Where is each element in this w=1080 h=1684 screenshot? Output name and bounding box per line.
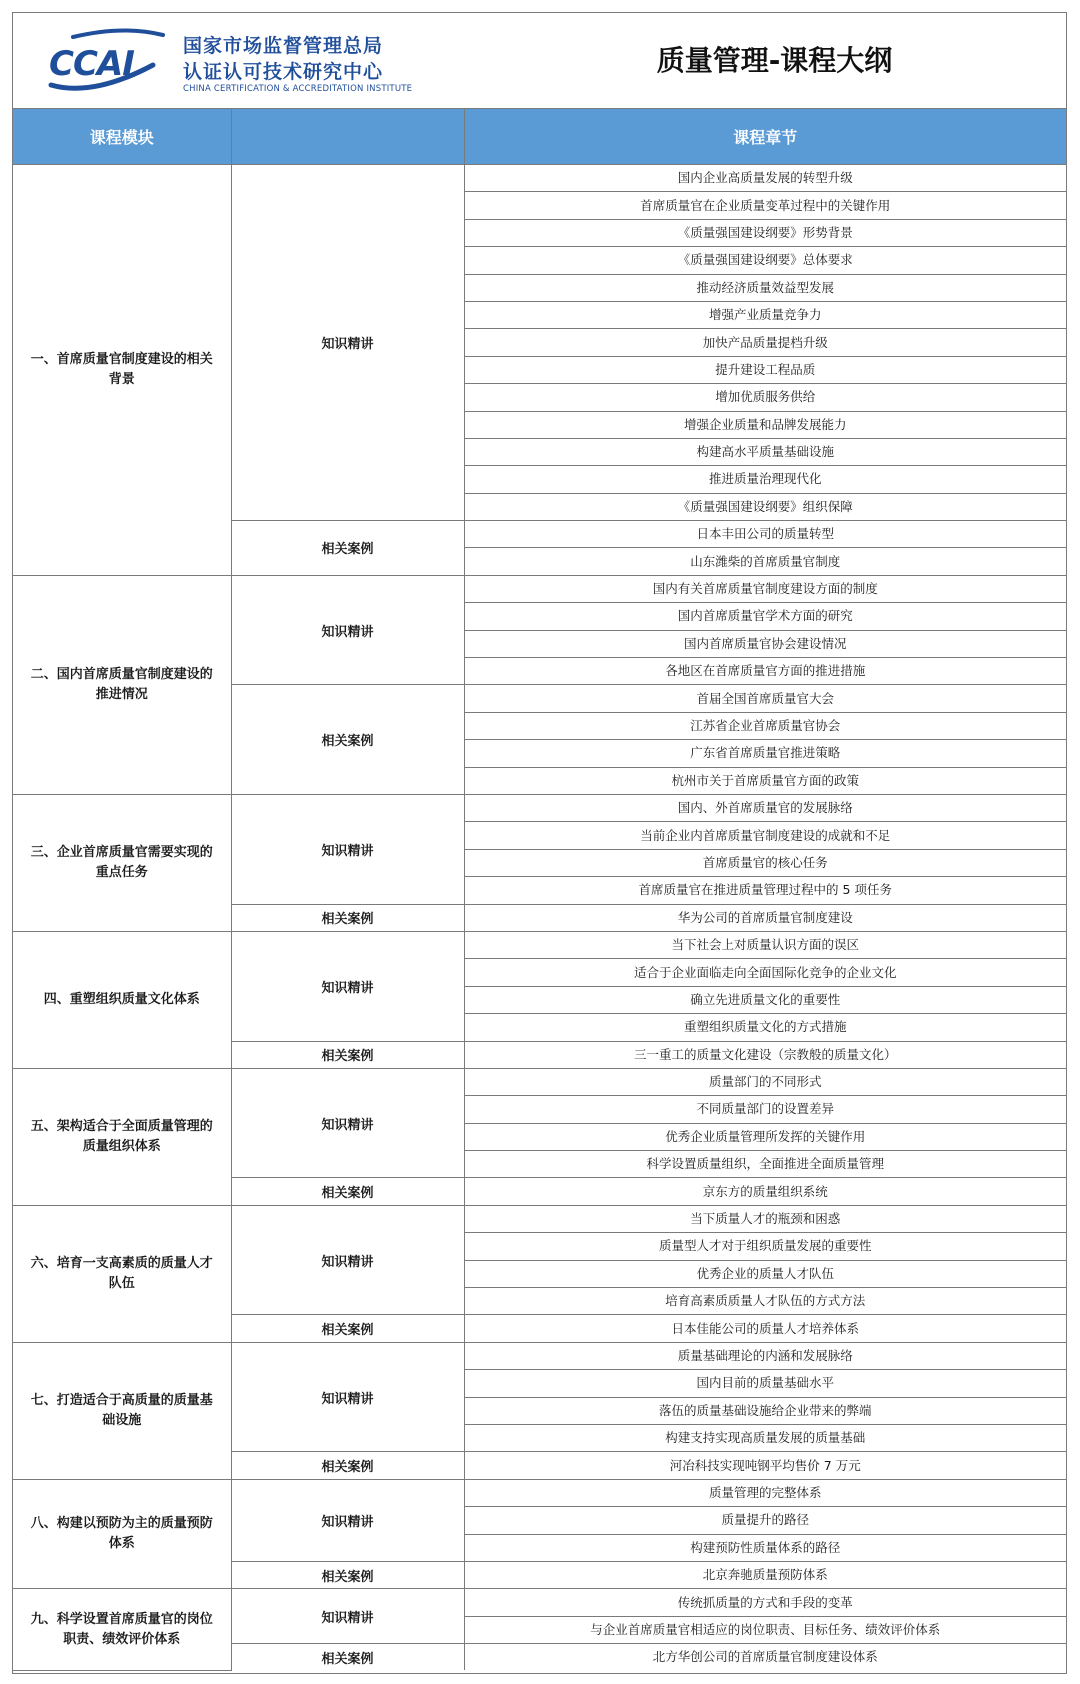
chapter-topic: 不同质量部门的设置差异 (464, 1096, 1066, 1123)
section-type-label: 知识精讲 (231, 794, 464, 904)
chapter-topic: 构建高水平质量基础设施 (464, 438, 1066, 465)
chapter-topic: 当下社会上对质量认识方面的误区 (464, 931, 1066, 958)
chapter-topic: 国内有关首席质量官制度建设方面的制度 (464, 575, 1066, 602)
chapter-topic: 当下质量人才的瓶颈和困惑 (464, 1205, 1066, 1232)
chapter-topic: 确立先进质量文化的重要性 (464, 986, 1066, 1013)
page-header (13, 13, 1066, 109)
section-type-label: 相关案例 (231, 685, 464, 795)
section-type-label: 相关案例 (231, 1452, 464, 1479)
section-type-label: 相关案例 (231, 1561, 464, 1588)
table-row (13, 1479, 1066, 1506)
chapter-topic: 与企业首席质量官相适应的岗位职责、目标任务、绩效评价体系 (464, 1616, 1066, 1643)
chapter-topic: 江苏省企业首席质量官协会 (464, 712, 1066, 739)
section-type-label: 相关案例 (231, 1315, 464, 1342)
chapter-topic: 优秀企业的质量人才队伍 (464, 1260, 1066, 1287)
chapter-topic: 日本丰田公司的质量转型 (464, 521, 1066, 548)
section-type-label: 相关案例 (231, 1178, 464, 1205)
section-type-label: 知识精讲 (231, 165, 464, 521)
chapter-topic: 推动经济质量效益型发展 (464, 274, 1066, 301)
document-title: 质量管理-课程大纲 (656, 44, 893, 77)
chapter-topic: 首席质量官在推进质量管理过程中的 5 项任务 (464, 877, 1066, 904)
column-header-chapter: 课程章节 (464, 109, 1066, 165)
syllabus-table (13, 109, 1066, 1671)
chapter-topic: 京东方的质量组织系统 (464, 1178, 1066, 1205)
module-title: 四、重塑组织质量文化体系 (13, 931, 231, 1068)
syllabus-page (12, 12, 1067, 1674)
table-row (13, 165, 1066, 192)
column-header-blank (231, 109, 464, 165)
chapter-topic: 适合于企业面临走向全面国际化竞争的企业文化 (464, 959, 1066, 986)
chapter-topic: 当前企业内首席质量官制度建设的成就和不足 (464, 822, 1066, 849)
chapter-topic: 国内、外首席质量官的发展脉络 (464, 794, 1066, 821)
chapter-topic: 山东潍柴的首席质量官制度 (464, 548, 1066, 575)
table-row (13, 931, 1066, 958)
chapter-topic: 北方华创公司的首席质量官制度建设体系 (464, 1644, 1066, 1671)
section-type-label: 相关案例 (231, 1644, 464, 1671)
chapter-topic: 质量提升的路径 (464, 1507, 1066, 1534)
section-type-label: 知识精讲 (231, 1068, 464, 1178)
table-header-row (13, 109, 1066, 165)
chapter-topic: 质量管理的完整体系 (464, 1479, 1066, 1506)
section-type-label: 相关案例 (231, 904, 464, 931)
chapter-topic: 首届全国首席质量官大会 (464, 685, 1066, 712)
chapter-topic: 质量部门的不同形式 (464, 1068, 1066, 1095)
module-title: 六、培育一支高素质的质量人才队伍 (13, 1205, 231, 1342)
section-type-label: 知识精讲 (231, 1479, 464, 1561)
module-title: 二、国内首席质量官制度建设的推进情况 (13, 575, 231, 794)
chapter-topic: 杭州市关于首席质量官方面的政策 (464, 767, 1066, 794)
module-title: 三、企业首席质量官需要实现的重点任务 (13, 794, 231, 931)
chapter-topic: 北京奔驰质量预防体系 (464, 1561, 1066, 1588)
chapter-topic: 国内首席质量官协会建设情况 (464, 630, 1066, 657)
module-title: 五、架构适合于全面质量管理的质量组织体系 (13, 1068, 231, 1205)
module-title: 一、首席质量官制度建设的相关背景 (13, 165, 231, 576)
chapter-topic: 提升建设工程品质 (464, 356, 1066, 383)
chapter-topic: 国内首席质量官学术方面的研究 (464, 603, 1066, 630)
chapter-topic: 传统抓质量的方式和手段的变革 (464, 1589, 1066, 1616)
chapter-topic: 培育高素质质量人才队伍的方式方法 (464, 1288, 1066, 1315)
chapter-topic: 落伍的质量基础设施给企业带来的弊端 (464, 1397, 1066, 1424)
chapter-topic: 优秀企业质量管理所发挥的关键作用 (464, 1123, 1066, 1150)
section-type-label: 知识精讲 (231, 931, 464, 1041)
chapter-topic: 河冶科技实现吨钢平均售价 7 万元 (464, 1452, 1066, 1479)
chapter-topic: 质量基础理论的内涵和发展脉络 (464, 1342, 1066, 1369)
section-type-label: 相关案例 (231, 521, 464, 576)
module-title: 七、打造适合于高质量的质量基础设施 (13, 1342, 231, 1479)
section-type-label: 相关案例 (231, 1041, 464, 1068)
chapter-topic: 《质量强国建设纲要》总体要求 (464, 247, 1066, 274)
chapter-topic: 首席质量官的核心任务 (464, 849, 1066, 876)
chapter-topic: 科学设置质量组织，全面推进全面质量管理 (464, 1151, 1066, 1178)
chapter-topic: 加快产品质量提档升级 (464, 329, 1066, 356)
chapter-topic: 构建支持实现高质量发展的质量基础 (464, 1424, 1066, 1451)
table-row (13, 1068, 1066, 1095)
chapter-topic: 增强企业质量和品牌发展能力 (464, 411, 1066, 438)
chapter-topic: 增加优质服务供给 (464, 384, 1066, 411)
column-header-module: 课程模块 (13, 109, 231, 165)
chapter-topic: 推进质量治理现代化 (464, 466, 1066, 493)
syllabus-body (13, 165, 1066, 1671)
section-type-label: 知识精讲 (231, 1589, 464, 1644)
chapter-topic: 重塑组织质量文化的方式措施 (464, 1014, 1066, 1041)
logo-letters: CCAI (49, 44, 134, 84)
module-title: 八、构建以预防为主的质量预防体系 (13, 1479, 231, 1589)
module-title: 九、科学设置首席质量官的岗位职责、绩效评价体系 (13, 1589, 231, 1671)
chapter-topic: 华为公司的首席质量官制度建设 (464, 904, 1066, 931)
chapter-topic: 构建预防性质量体系的路径 (464, 1534, 1066, 1561)
table-row (13, 1342, 1066, 1369)
chapter-topic: 《质量强国建设纲要》组织保障 (464, 493, 1066, 520)
chapter-topic: 三一重工的质量文化建设（宗教般的质量文化） (464, 1041, 1066, 1068)
table-row (13, 794, 1066, 821)
chapter-topic: 首席质量官在企业质量变革过程中的关键作用 (464, 192, 1066, 219)
org-name-line2: 认证认可技术研究中心 (183, 61, 384, 83)
section-type-label: 知识精讲 (231, 1205, 464, 1315)
section-type-label: 知识精讲 (231, 575, 464, 685)
chapter-topic: 各地区在首席质量官方面的推进措施 (464, 658, 1066, 685)
chapter-topic: 广东省首席质量官推进策略 (464, 740, 1066, 767)
chapter-topic: 《质量强国建设纲要》形势背景 (464, 219, 1066, 246)
ccai-logo (43, 23, 413, 103)
chapter-topic: 质量型人才对于组织质量发展的重要性 (464, 1233, 1066, 1260)
table-row (13, 575, 1066, 602)
chapter-topic: 日本佳能公司的质量人才培养体系 (464, 1315, 1066, 1342)
table-row (13, 1205, 1066, 1232)
org-name-en: CHINA CERTIFICATION & ACCREDITATION INSTITUTE (183, 84, 413, 94)
chapter-topic: 国内目前的质量基础水平 (464, 1370, 1066, 1397)
org-name-line1: 国家市场监督管理总局 (183, 35, 384, 57)
chapter-topic: 国内企业高质量发展的转型升级 (464, 165, 1066, 192)
chapter-topic: 增强产业质量竞争力 (464, 301, 1066, 328)
ccai-logo-mark-icon (43, 25, 171, 97)
section-type-label: 知识精讲 (231, 1342, 464, 1452)
table-row (13, 1589, 1066, 1616)
